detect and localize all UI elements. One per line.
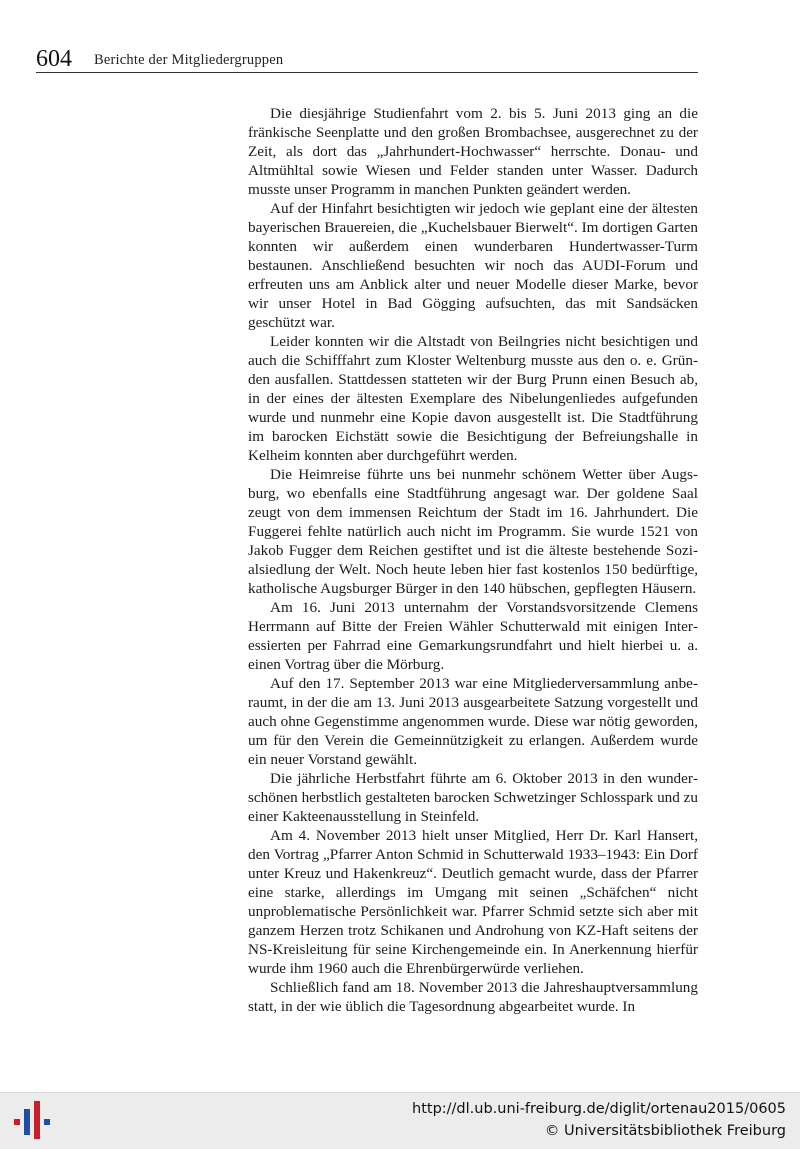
paragraph: Schließlich fand am 18. November 2013 die Jahreshauptversammlung statt, in der wie üblich die Tagesordnung abgearbeitet wurde. In: [248, 979, 698, 1015]
article-body: [248, 104, 698, 1016]
paragraph: Am 16. Juni 2013 unternahm der Vorstandsvorsitzende Clemens Herrmann auf Bitte der Freien Wähler Schutterwald mit einigen Interessierten per Fahrrad eine Gemarkungsrundfahrt und hielt hierbei u. a. einen Vortrag über die Mörburg.: [248, 599, 698, 673]
page-number: 604: [36, 46, 72, 72]
paragraph: Auf den 17. September 2013 war eine Mitgliederversammlung anberaumt, in der die am 13. Juni 2013 ausgearbeitete Satzung vorgestellt und auch ohne Gegenstimme angenommen wurde. Diese war nötig geworden, um für den Verein die Gemeinnützigkeit zu erlangen. Außerdem wurde ein neuer Vorstand gewählt.: [248, 675, 698, 768]
paragraph: Auf der Hinfahrt besichtigten wir jedoch wie geplant eine der ältesten bayerischen Brauereien, die „Kuchelsbauer Bierwelt“. Im dortigen Garten konnten wir außerdem einen wunderbaren Hundertwasser-Turm bestaunen. Anschließend besuchten wir noch das AUDI-Forum und erfreuten uns am Anblick alter und neuer Modelle dieser Marke, bevor wir unser Hotel in Bad Gögging aufsuchten, das mit Sandsäcken geschützt war.: [248, 200, 698, 331]
paragraph: Am 4. November 2013 hielt unser Mitglied, Herr Dr. Karl Hansert, den Vortrag „Pfarrer Anton Schmid in Schutterwald 1933–1943: Ein Dorf unter Kreuz und Hakenkreuz“. Deutlich gemacht wurde, dass der Pfarrer eine starke, allerdings im Umgang mit seinen „Schäfchen“ nicht unproblematische Persönlichkeit war. Pfarrer Schmid setzte sich aber mit ganzem Herzen trotz Schikanen und Androhung von KZ-Haft seitens der NS-Kreisleitung für seine Kirchengemeinde ein. In Anerkennung hierfür wurde ihm 1960 auch die Ehrenbürgerwürde verliehen.: [248, 827, 698, 977]
paragraph: Die diesjährige Studienfahrt vom 2. bis 5. Juni 2013 ging an die fränkische Seenplatte und den großen Brombachsee, ausgerechnet zu der Zeit, als dort das „Jahrhundert-Hochwasser“ herrschte. Donau- und Altmühltal sowie Wiesen und Felder standen unter Wasser. Dadurch musste unser Programm in manchen Punkten geändert werden.: [248, 105, 698, 198]
paragraph: Die jährliche Herbstfahrt führte am 6. Oktober 2013 in den wunderschönen herbstlich gestalteten barocken Schwetzinger Schlosspark und zu einer Kakteenausstellung in Steinfeld.: [248, 770, 699, 825]
running-head: Berichte der Mitgliedergruppen: [94, 52, 284, 68]
copyright-notice: © Universitätsbibliothek Freiburg: [544, 1123, 786, 1139]
page-header: [36, 46, 698, 73]
ub-freiburg-logo-icon: [12, 1101, 52, 1141]
paragraph: Die Heimreise führte uns bei nunmehr schönem Wetter über Augsburg, wo ebenfalls eine Stadtführung angesagt war. Der goldene Saal zeugt von dem immensen Reichtum der Stadt im 16. Jahrhundert. Die Fuggerei fehlte natürlich auch nicht im Programm. Sie wurde 1521 von Jakob Fugger dem Reichen gestiftet und ist die älteste bestehende Sozialsiedlung der Welt. Noch heute leben hier fast kostenlos 150 bedürftige, katholische Augsburger Bürger in den 140 hübschen, gepflegten Häusern.: [248, 466, 698, 597]
viewer-footer: [0, 1092, 800, 1149]
permalink-link[interactable]: http://dl.ub.uni-freiburg.de/diglit/ortenau2015/0605: [412, 1101, 786, 1117]
paragraph: Leider konnten wir die Altstadt von Beilngries nicht besichtigen und auch die Schifffahrt zum Kloster Weltenburg musste aus den o. e. Gründen ausfallen. Stattdessen statteten wir der Burg Prunn einen Besuch ab, in der eines der ältesten Exemplare des Nibelungenliedes aufgefunden wurde und nunmehr eine Kopie davon ausgestellt ist. Die Stadtführung im barocken Eichstätt sowie die Besichtigung der Befreiungshalle in Kelheim konnten aber durchgeführt werden.: [248, 333, 698, 464]
